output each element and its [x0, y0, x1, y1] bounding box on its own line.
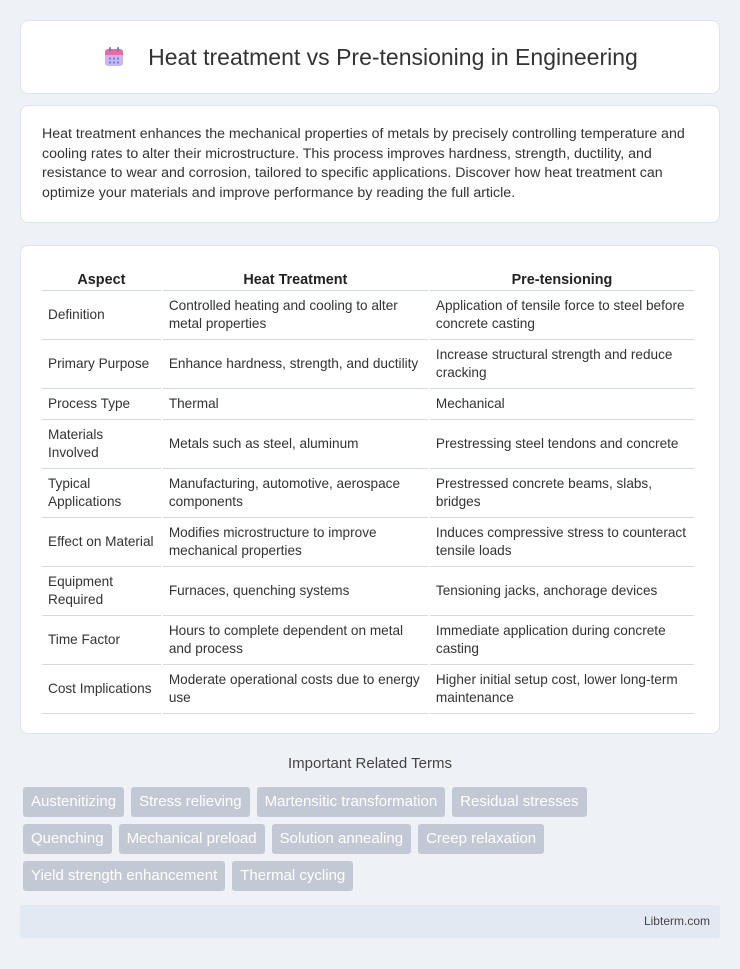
table-cell: Cost Implications	[42, 665, 161, 714]
tag-residual-stresses[interactable]: Residual stresses	[452, 787, 586, 817]
table-cell: Definition	[42, 291, 161, 340]
table-cell: Moderate operational costs due to energy use	[163, 665, 428, 714]
table-cell: Typical Applications	[42, 469, 161, 518]
table-cell: Enhance hardness, strength, and ductility	[163, 340, 428, 389]
table-cell: Process Type	[42, 389, 161, 420]
related-terms-title: Important Related Terms	[288, 755, 452, 772]
calendar-icon	[102, 45, 126, 69]
tag-austenitizing[interactable]: Austenitizing	[23, 787, 124, 817]
tag-creep-relaxation[interactable]: Creep relaxation	[418, 824, 544, 854]
page-title: Heat treatment vs Pre-tensioning in Engineering	[148, 43, 638, 70]
tag-row	[23, 787, 723, 817]
intro-text: Heat treatment enhances the mechanical properties of metals by precisely controlling temperature and cooling rates to alter their microstructure. This process improves hardness, strength, ductility, and resistance to wear and corrosion, tailored to specific applications. Discover how heat treatment can optimize your materials and improve performance by reading the full article.	[42, 126, 685, 201]
intro-card	[20, 105, 720, 223]
table-header-row	[42, 264, 694, 291]
tag-row	[23, 861, 723, 891]
table-cell: Thermal	[163, 389, 428, 420]
table-cell: Higher initial setup cost, lower long-term maintenance	[430, 665, 694, 714]
footer-site-link[interactable]: Libterm.com	[643, 914, 710, 928]
table-cell: Manufacturing, automotive, aerospace components	[163, 469, 428, 518]
table-cell: Materials Involved	[42, 420, 161, 469]
table-row	[42, 340, 694, 389]
table-cell: Primary Purpose	[42, 340, 161, 389]
table-cell: Prestressing steel tendons and concrete	[430, 420, 694, 469]
table-cell: Metals such as steel, aluminum	[163, 420, 428, 469]
column-header-aspect: Aspect	[42, 264, 161, 291]
column-header-heat-treatment: Heat Treatment	[163, 264, 428, 291]
table-cell: Increase structural strength and reduce cracking	[430, 340, 694, 389]
table-row	[42, 567, 694, 616]
table-row	[42, 518, 694, 567]
table-cell: Equipment Required	[42, 567, 161, 616]
tag-thermal-cycling[interactable]: Thermal cycling	[232, 861, 353, 891]
table-row	[42, 616, 694, 665]
table-row	[42, 291, 694, 340]
table-cell: Mechanical	[430, 389, 694, 420]
table-cell: Tensioning jacks, anchorage devices	[430, 567, 694, 616]
footer	[20, 905, 720, 938]
tag-stress-relieving[interactable]: Stress relieving	[131, 787, 250, 817]
table-row	[42, 665, 694, 714]
table-cell: Modifies microstructure to improve mechanical properties	[163, 518, 428, 567]
table-cell: Time Factor	[42, 616, 161, 665]
table-cell: Immediate application during concrete casting	[430, 616, 694, 665]
column-header-pre-tensioning: Pre-tensioning	[430, 264, 694, 291]
table-cell: Hours to complete dependent on metal and process	[163, 616, 428, 665]
tag-row	[23, 824, 723, 854]
table-cell: Induces compressive stress to counteract tensile loads	[430, 518, 694, 567]
table-cell: Application of tensile force to steel before concrete casting	[430, 291, 694, 340]
related-terms-list	[23, 787, 723, 898]
tag-mechanical-preload[interactable]: Mechanical preload	[119, 824, 265, 854]
table-cell: Furnaces, quenching systems	[163, 567, 428, 616]
table-row	[42, 389, 694, 420]
tag-martensitic-transformation[interactable]: Martensitic transformation	[257, 787, 446, 817]
comparison-table	[40, 264, 696, 714]
tag-yield-strength-enhancement[interactable]: Yield strength enhancement	[23, 861, 225, 891]
table-cell: Prestressed concrete beams, slabs, bridges	[430, 469, 694, 518]
tag-quenching[interactable]: Quenching	[23, 824, 112, 854]
tag-solution-annealing[interactable]: Solution annealing	[272, 824, 411, 854]
table-row	[42, 469, 694, 518]
comparison-card	[20, 245, 720, 734]
table-row	[42, 420, 694, 469]
table-cell: Effect on Material	[42, 518, 161, 567]
header-card	[20, 20, 720, 94]
table-cell: Controlled heating and cooling to alter metal properties	[163, 291, 428, 340]
